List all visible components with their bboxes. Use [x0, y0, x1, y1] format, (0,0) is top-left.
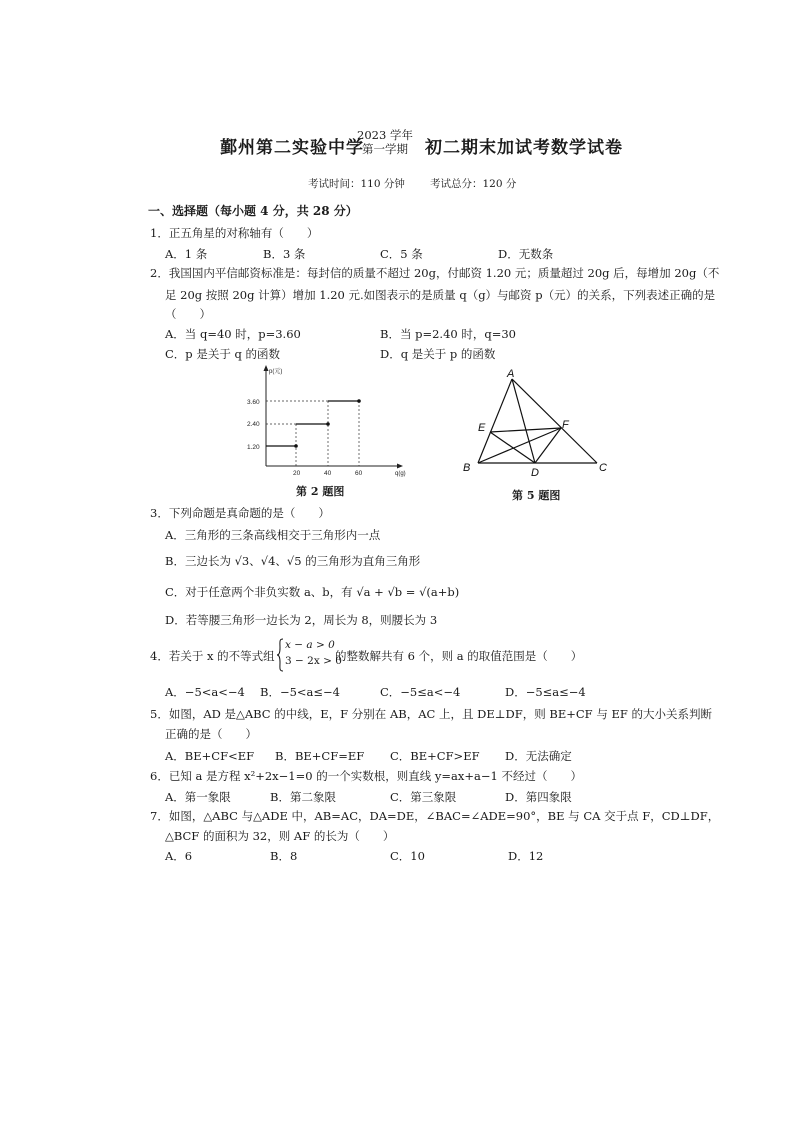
y-axis-label: p(元)	[269, 369, 283, 375]
section-title: 一、选择题（每小题 4 分，共 28 分）	[148, 204, 358, 218]
question-7-option-a: A．6	[165, 849, 193, 863]
question-4-option-a: A．−5<a<−4	[165, 685, 245, 699]
question-3-option-d: D．若等腰三角形一边长为 2，周长为 8，则腰长为 3	[165, 613, 438, 627]
question-2-option-c: C．p 是关于 q 的函数	[165, 347, 280, 361]
question-7-option-c: C．10	[390, 849, 425, 863]
question-1-option-a: A．1 条	[165, 247, 208, 261]
figure-q2-caption: 第 2 题图	[296, 485, 345, 498]
question-5-stem-line1: 5．如图，AD 是△ABC 的中线，E，F 分别在 AB，AC 上，且 DE⊥DF，则 BE+CF 与 EF 的大小关系判断	[150, 707, 713, 721]
y-tick-label: 3.60	[247, 399, 260, 406]
question-5-option-b: B．BE+CF=EF	[275, 749, 365, 763]
school-year-line2: 第一学期	[362, 142, 408, 156]
question-2-stem-line2: 足 20g 按照 20g 计算）增加 1.20 元.如图表示的是质量 q（g）与邮资 p（元）的关系，下列表述正确的是	[165, 288, 716, 302]
question-6-option-b: B．第二象限	[270, 790, 336, 804]
question-2-stem-line3: （ ）	[165, 307, 211, 321]
question-2-option-a: A．当 q=40 时，p=3.60	[165, 327, 301, 341]
question-3-option-a: A．三角形的三条高线相交于三角形内一点	[165, 528, 381, 542]
question-4-stem-after: 的整数解共有 6 个，则 a 的取值范围是（ ）	[335, 649, 583, 663]
step-endpoint-1	[294, 444, 298, 448]
step-endpoint-2	[326, 422, 330, 426]
question-7-stem-line1: 7．如图，△ABC 与△ADE 中，AB=AC，DA=DE，∠BAC=∠ADE=90°，BE 与 CA 交于点 F，CD⊥DF，	[150, 809, 720, 823]
school-year-line1: 2023 学年	[357, 128, 413, 142]
y-axis-arrow	[264, 365, 269, 371]
point-label-f: F	[562, 419, 569, 431]
segment-ac	[512, 379, 597, 463]
point-label-b: B	[463, 462, 471, 474]
question-5-option-a: A．BE+CF<EF	[165, 749, 255, 763]
system-line-1: x − a > 0	[285, 639, 335, 651]
brace-icon	[276, 638, 284, 672]
question-6-option-d: D．第四象限	[505, 790, 572, 804]
x-axis-arrow	[397, 464, 403, 469]
question-1-option-d: D．无数条	[498, 247, 554, 261]
question-4-option-c: C．−5≤a<−4	[380, 685, 461, 699]
question-5-option-d: D．无法确定	[505, 749, 572, 763]
question-1-stem: 1．正五角星的对称轴有（ ）	[150, 226, 319, 240]
question-3-option-b: B．三边长为 √3、√4、√5 的三角形为直角三角形	[165, 554, 421, 568]
question-6-option-a: A．第一象限	[165, 790, 231, 804]
question-6-stem: 6．已知 a 是方程 x²+2x−1=0 的一个实数根，则直线 y=ax+a−1 不经过（ ）	[150, 769, 582, 783]
y-tick-label: 1.20	[247, 444, 260, 451]
system-line-2: 3 − 2x > 0	[285, 655, 342, 667]
exam-total-score: 考试总分：120 分	[430, 178, 517, 190]
question-6-option-c: C．第三象限	[390, 790, 457, 804]
question-2-option-b: B．当 p=2.40 时，q=30	[380, 327, 516, 341]
exam-title: 初二期末加试考数学试卷	[425, 138, 623, 158]
question-2-stem-line1: 2．我国国内平信邮资标准是：每封信的质量不超过 20g，付邮资 1.20 元；质量超过 20g 后，每增加 20g（不	[150, 266, 720, 280]
question-4-stem-before: 4．若关于 x 的不等式组	[150, 649, 275, 663]
question-5-option-c: C．BE+CF>EF	[390, 749, 480, 763]
figure-q2-graph	[238, 362, 410, 480]
question-2-option-d: D．q 是关于 p 的函数	[380, 347, 496, 361]
school-name: 鄞州第二实验中学	[220, 138, 364, 158]
x-tick-label: 60	[355, 470, 363, 477]
question-7-option-d: D．12	[508, 849, 544, 863]
step-endpoint-3	[357, 399, 361, 403]
question-4-system	[276, 638, 342, 672]
y-tick-label: 2.40	[247, 421, 260, 428]
question-5-stem-line2: 正确的是（ ）	[165, 727, 257, 741]
school-year	[355, 128, 415, 156]
segment-ad	[512, 379, 535, 463]
point-label-d: D	[531, 467, 539, 477]
exam-time: 考试时间：110 分钟	[308, 178, 405, 190]
question-7-stem-line2: △BCF 的面积为 32，则 AF 的长为（ ）	[165, 829, 395, 843]
question-1-option-b: B．3 条	[263, 247, 306, 261]
question-1-option-c: C．5 条	[380, 247, 423, 261]
x-tick-label: 40	[324, 470, 332, 477]
figure-q5-triangle	[455, 365, 620, 477]
question-7-option-b: B．8	[270, 849, 298, 863]
x-axis-label: q(g)	[395, 471, 406, 477]
question-4-option-b: B．−5<a≤−4	[260, 685, 340, 699]
point-label-c: C	[599, 462, 607, 474]
question-3-option-c: C．对于任意两个非负实数 a、b，有 √a + √b = √(a+b)	[165, 585, 460, 599]
figure-q5-caption: 第 5 题图	[512, 489, 561, 502]
point-label-a: A	[507, 368, 515, 380]
point-label-e: E	[478, 422, 486, 434]
question-4-option-d: D．−5≤a≤−4	[505, 685, 586, 699]
question-3-stem: 3．下列命题是真命题的是（ ）	[150, 506, 330, 520]
x-tick-label: 20	[293, 470, 301, 477]
